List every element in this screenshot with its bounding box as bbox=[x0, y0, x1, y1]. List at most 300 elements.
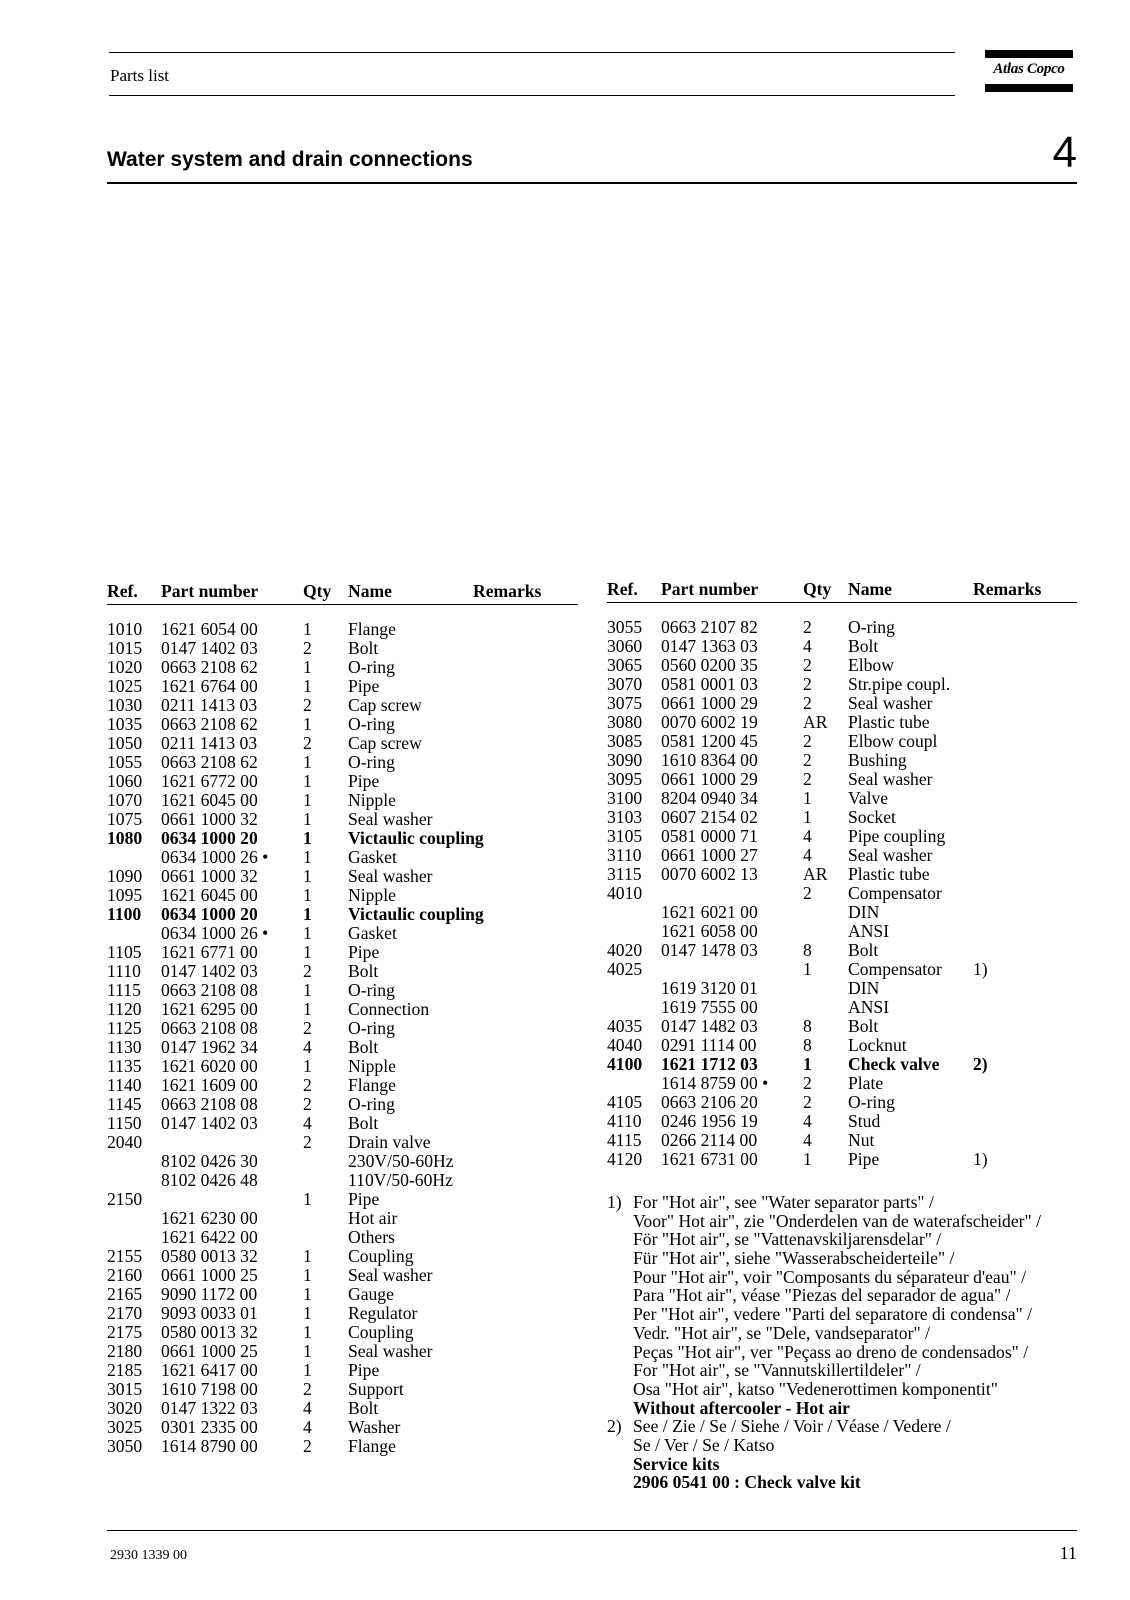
table-row bbox=[107, 1399, 578, 1418]
cell-part-number: 0580 0013 32 bbox=[161, 1246, 258, 1266]
cell-part-number: 0266 2114 00 bbox=[661, 1130, 758, 1150]
cell-ref: 4100 bbox=[607, 1054, 643, 1074]
cell-name: Regulator bbox=[348, 1303, 418, 1323]
footnotes bbox=[607, 1193, 1107, 1492]
footnote-line bbox=[607, 1361, 1107, 1380]
cell-part-number: 0661 1000 32 bbox=[161, 866, 258, 886]
table-row bbox=[107, 829, 578, 848]
cell-ref: 1140 bbox=[107, 1075, 142, 1095]
cell-name: Seal washer bbox=[848, 693, 933, 713]
cell-ref: 3055 bbox=[607, 617, 643, 637]
cell-qty: 1 bbox=[303, 885, 312, 905]
footnote-line bbox=[607, 1230, 1107, 1249]
footnote-text: Para "Hot air", véase "Piezas del separador de agua" / bbox=[633, 1285, 1011, 1306]
cell-part-number: 0147 1402 03 bbox=[161, 1113, 258, 1133]
table-row bbox=[107, 924, 578, 943]
table-row bbox=[607, 713, 1077, 732]
table-row bbox=[107, 1418, 578, 1437]
cell-ref: 1090 bbox=[107, 866, 143, 886]
cell-ref: 1025 bbox=[107, 676, 143, 696]
cell-part-number: 8204 0940 34 bbox=[661, 788, 758, 808]
cell-ref: 4010 bbox=[607, 883, 643, 903]
footnote-line bbox=[607, 1380, 1107, 1399]
table-row bbox=[107, 1342, 578, 1361]
table-row bbox=[107, 1095, 578, 1114]
footnote-marker: 2) bbox=[607, 1416, 622, 1437]
cell-ref: 4110 bbox=[607, 1111, 642, 1131]
cell-part-number: 0581 0001 03 bbox=[661, 674, 758, 694]
cell-name: Coupling bbox=[348, 1246, 414, 1266]
table-row bbox=[107, 848, 578, 867]
cell-part-number: 0147 1322 03 bbox=[161, 1398, 258, 1418]
cell-name: Gasket bbox=[348, 847, 397, 867]
table-row bbox=[107, 867, 578, 886]
top-rule bbox=[109, 52, 955, 53]
cell-qty: 1 bbox=[303, 1246, 312, 1266]
table-row bbox=[107, 677, 578, 696]
cell-name: Pipe bbox=[348, 1360, 380, 1380]
cell-name: Pipe bbox=[348, 676, 380, 696]
col-header-part-number: Part number bbox=[661, 579, 759, 599]
table-row bbox=[607, 618, 1077, 637]
cell-part-number: 0147 1402 03 bbox=[161, 961, 258, 981]
table-rows bbox=[607, 618, 1077, 1169]
table-row bbox=[107, 1152, 578, 1171]
cell-part-number: 0663 2108 62 bbox=[161, 657, 258, 677]
table-row bbox=[607, 656, 1077, 675]
cell-qty: 2 bbox=[303, 638, 312, 658]
cell-part-number: 9090 1172 00 bbox=[161, 1284, 258, 1304]
cell-part-number: 1621 6771 00 bbox=[161, 942, 258, 962]
table-row bbox=[107, 753, 578, 772]
cell-name: Pipe bbox=[848, 1149, 880, 1169]
cell-part-number: 1621 6045 00 bbox=[161, 885, 258, 905]
cell-part-number: 8102 0426 30 bbox=[161, 1151, 258, 1171]
cell-qty: 1 bbox=[303, 904, 312, 924]
cell-name: Str.pipe coupl. bbox=[848, 674, 951, 694]
cell-name: Plate bbox=[848, 1073, 884, 1093]
cell-ref: 1150 bbox=[107, 1113, 142, 1133]
cell-qty: 2 bbox=[803, 883, 812, 903]
cell-name: Pipe bbox=[348, 771, 380, 791]
table-header-rule bbox=[107, 604, 578, 605]
cell-name: Compensator bbox=[848, 883, 942, 903]
cell-name: Check valve bbox=[848, 1054, 940, 1074]
cell-qty: 1 bbox=[303, 1322, 312, 1342]
table-row bbox=[607, 1055, 1077, 1074]
cell-qty: 1 bbox=[303, 1056, 312, 1076]
table-row bbox=[107, 1323, 578, 1342]
cell-qty: 4 bbox=[803, 1130, 812, 1150]
cell-name: Pipe coupling bbox=[848, 826, 946, 846]
cell-part-number: 0634 1000 26 • bbox=[161, 923, 269, 943]
cell-part-number: 1621 1609 00 bbox=[161, 1075, 258, 1095]
cell-part-number: 0663 2108 08 bbox=[161, 1094, 258, 1114]
cell-part-number: 0580 0013 32 bbox=[161, 1322, 258, 1342]
cell-name: Valve bbox=[848, 788, 889, 808]
atlas-copco-logo bbox=[985, 48, 1073, 94]
cell-part-number: 0661 1000 27 bbox=[661, 845, 758, 865]
cell-ref: 1130 bbox=[107, 1037, 142, 1057]
table-row bbox=[107, 1380, 578, 1399]
cell-name: Flange bbox=[348, 1075, 396, 1095]
footnote-line bbox=[607, 1455, 1107, 1474]
cell-qty: 1 bbox=[803, 807, 812, 827]
cell-part-number: 0147 1482 03 bbox=[661, 1016, 758, 1036]
cell-ref: 2180 bbox=[107, 1341, 143, 1361]
section-title: Water system and drain connections bbox=[107, 148, 473, 171]
cell-name: O-ring bbox=[348, 980, 395, 1000]
cell-name: Plastic tube bbox=[848, 864, 930, 884]
cell-name: Locknut bbox=[848, 1035, 907, 1055]
cell-ref: 3020 bbox=[107, 1398, 143, 1418]
table-row bbox=[607, 1112, 1077, 1131]
header-rule bbox=[109, 95, 955, 96]
cell-ref: 3110 bbox=[607, 845, 642, 865]
cell-qty: 1 bbox=[303, 809, 312, 829]
cell-ref: 1060 bbox=[107, 771, 143, 791]
cell-qty: 2 bbox=[803, 731, 812, 751]
col-header-name: Name bbox=[848, 579, 892, 599]
cell-qty: 4 bbox=[303, 1037, 312, 1057]
cell-qty: 1 bbox=[303, 1265, 312, 1285]
cell-name: Nipple bbox=[348, 1056, 396, 1076]
cell-qty: 8 bbox=[803, 1035, 812, 1055]
cell-qty: 2 bbox=[303, 1132, 312, 1152]
footnote-text: 2906 0541 00 : Check valve kit bbox=[633, 1472, 861, 1493]
cell-qty: 1 bbox=[303, 828, 312, 848]
cell-part-number: 1621 6045 00 bbox=[161, 790, 258, 810]
cell-ref: 1145 bbox=[107, 1094, 142, 1114]
cell-part-number: 0147 1962 34 bbox=[161, 1037, 258, 1057]
cell-ref: 3075 bbox=[607, 693, 643, 713]
cell-name: Seal washer bbox=[348, 1341, 433, 1361]
table-row bbox=[607, 884, 1077, 903]
table-row bbox=[107, 658, 578, 677]
cell-ref: 1030 bbox=[107, 695, 143, 715]
cell-qty: 4 bbox=[803, 636, 812, 656]
cell-ref: 3095 bbox=[607, 769, 643, 789]
table-row bbox=[107, 1000, 578, 1019]
table-row bbox=[607, 637, 1077, 656]
cell-qty: AR bbox=[803, 712, 828, 732]
cell-ref: 2150 bbox=[107, 1189, 143, 1209]
footnote-line bbox=[607, 1305, 1107, 1324]
footnote-text: Pour "Hot air", voir "Composants du séparateur d'eau" / bbox=[633, 1266, 1026, 1287]
table-row bbox=[107, 639, 578, 658]
table-row bbox=[607, 732, 1077, 751]
cell-qty: 1 bbox=[303, 771, 312, 791]
cell-remarks: 1) bbox=[973, 1149, 988, 1169]
footnote-text: Voor" Hot air", zie "Onderdelen van de waterafscheider" / bbox=[633, 1210, 1041, 1231]
table-row bbox=[107, 1038, 578, 1057]
cell-part-number: 0634 1000 20 bbox=[161, 828, 258, 848]
footnote-marker: 1) bbox=[607, 1192, 622, 1212]
cell-qty: 1 bbox=[303, 619, 312, 639]
table-row bbox=[107, 1171, 578, 1190]
cell-qty: 2 bbox=[303, 1094, 312, 1114]
table-row bbox=[607, 865, 1077, 884]
cell-ref: 1075 bbox=[107, 809, 143, 829]
cell-name: O-ring bbox=[848, 617, 895, 637]
cell-ref: 1055 bbox=[107, 752, 143, 772]
cell-part-number: 1610 7198 00 bbox=[161, 1379, 258, 1399]
cell-name: Victaulic coupling bbox=[348, 904, 484, 924]
cell-qty: 1 bbox=[803, 959, 812, 979]
document-code: 2930 1339 00 bbox=[110, 1548, 187, 1563]
cell-ref: 3105 bbox=[607, 826, 643, 846]
cell-ref: 3100 bbox=[607, 788, 643, 808]
table-row bbox=[107, 1076, 578, 1095]
cell-part-number: 0211 1413 03 bbox=[161, 733, 258, 753]
footnote-text: For "Hot air", se "Vannutskillertildeler" / bbox=[633, 1360, 921, 1381]
footnote-text: Osa "Hot air", katso "Vedenerottimen komponentit" bbox=[633, 1378, 998, 1399]
cell-ref: 3070 bbox=[607, 674, 643, 694]
cell-ref: 4105 bbox=[607, 1092, 643, 1112]
cell-part-number: 1621 6764 00 bbox=[161, 676, 258, 696]
cell-qty: 1 bbox=[303, 1189, 312, 1209]
cell-qty: 2 bbox=[803, 693, 812, 713]
cell-ref: 1115 bbox=[107, 980, 141, 1000]
cell-part-number: 0147 1402 03 bbox=[161, 638, 258, 658]
cell-name: Bolt bbox=[348, 961, 379, 981]
cell-part-number: 0661 1000 25 bbox=[161, 1265, 258, 1285]
col-header-name: Name bbox=[348, 581, 392, 601]
cell-qty: 2 bbox=[303, 733, 312, 753]
col-header-qty: Qty bbox=[303, 581, 332, 601]
table-row bbox=[107, 1190, 578, 1209]
footnote-text: Per "Hot air", vedere "Parti del separatore di condensa" / bbox=[633, 1304, 1033, 1325]
cell-name: Flange bbox=[348, 619, 396, 639]
table-row bbox=[107, 715, 578, 734]
cell-part-number: 0147 1363 03 bbox=[661, 636, 758, 656]
cell-ref: 1010 bbox=[107, 619, 143, 639]
cell-part-number: 0661 1000 29 bbox=[661, 769, 758, 789]
cell-remarks: 1) bbox=[973, 959, 988, 979]
cell-part-number: 1621 6295 00 bbox=[161, 999, 258, 1019]
table-row bbox=[607, 1093, 1077, 1112]
cell-part-number: 1621 6054 00 bbox=[161, 619, 258, 639]
cell-ref: 4115 bbox=[607, 1130, 642, 1150]
cell-part-number: 1621 6230 00 bbox=[161, 1208, 258, 1228]
table-row bbox=[107, 1247, 578, 1266]
cell-qty: 1 bbox=[303, 866, 312, 886]
table-row bbox=[107, 810, 578, 829]
cell-ref: 1035 bbox=[107, 714, 143, 734]
cell-ref: 2175 bbox=[107, 1322, 143, 1342]
cell-name: O-ring bbox=[348, 1094, 395, 1114]
cell-part-number: 0663 2108 62 bbox=[161, 714, 258, 734]
cell-qty: 2 bbox=[803, 1092, 812, 1112]
cell-name: Hot air bbox=[348, 1208, 398, 1228]
cell-name: Cap screw bbox=[348, 695, 422, 715]
cell-qty: 2 bbox=[303, 1018, 312, 1038]
cell-qty: 4 bbox=[803, 826, 812, 846]
col-header-qty: Qty bbox=[803, 579, 832, 599]
table-row bbox=[107, 734, 578, 753]
cell-ref: 1050 bbox=[107, 733, 143, 753]
table-row bbox=[607, 751, 1077, 770]
cell-qty: 2 bbox=[303, 961, 312, 981]
cell-part-number: 9093 0033 01 bbox=[161, 1303, 258, 1323]
cell-name: O-ring bbox=[348, 752, 395, 772]
table-row bbox=[107, 943, 578, 962]
footnote-text: See / Zie / Se / Siehe / Voir / Véase / Vedere / bbox=[633, 1416, 951, 1437]
col-header-ref: Ref. bbox=[107, 581, 138, 601]
cell-ref: 1125 bbox=[107, 1018, 142, 1038]
cell-qty: 1 bbox=[303, 790, 312, 810]
cell-part-number: 0581 1200 45 bbox=[661, 731, 758, 751]
table-row bbox=[107, 1228, 578, 1247]
cell-name: Seal washer bbox=[848, 845, 933, 865]
cell-ref: 3090 bbox=[607, 750, 643, 770]
cell-ref: 1105 bbox=[107, 942, 142, 962]
cell-name: Coupling bbox=[348, 1322, 414, 1342]
cell-part-number: 0070 6002 19 bbox=[661, 712, 758, 732]
cell-qty: 1 bbox=[303, 1360, 312, 1380]
cell-qty: 2 bbox=[803, 750, 812, 770]
table-row bbox=[107, 1209, 578, 1228]
cell-part-number: 0070 6002 13 bbox=[661, 864, 758, 884]
cell-name: Seal washer bbox=[348, 809, 433, 829]
cell-qty: 8 bbox=[803, 940, 812, 960]
cell-qty: 1 bbox=[803, 788, 812, 808]
cell-ref: 1110 bbox=[107, 961, 141, 981]
col-header-ref: Ref. bbox=[607, 579, 638, 599]
table-rows bbox=[107, 620, 578, 1456]
cell-ref: 2165 bbox=[107, 1284, 143, 1304]
table-row bbox=[607, 675, 1077, 694]
cell-ref: 1070 bbox=[107, 790, 143, 810]
table-row bbox=[607, 1017, 1077, 1036]
cell-name: O-ring bbox=[348, 1018, 395, 1038]
footnote-line bbox=[607, 1286, 1107, 1305]
table-row bbox=[107, 1114, 578, 1133]
cell-part-number: 0661 1000 25 bbox=[161, 1341, 258, 1361]
table-row bbox=[107, 1057, 578, 1076]
cell-name: Seal washer bbox=[348, 866, 433, 886]
cell-name: DIN bbox=[848, 978, 880, 998]
table-row bbox=[607, 998, 1077, 1017]
table-row bbox=[107, 981, 578, 1000]
cell-part-number: 1621 6731 00 bbox=[661, 1149, 758, 1169]
cell-qty: 1 bbox=[303, 923, 312, 943]
table-row bbox=[607, 694, 1077, 713]
cell-part-number: 0246 1956 19 bbox=[661, 1111, 758, 1131]
cell-qty: 4 bbox=[803, 845, 812, 865]
cell-part-number: 1621 6058 00 bbox=[661, 921, 758, 941]
cell-part-number: 1621 6417 00 bbox=[161, 1360, 258, 1380]
table-row bbox=[107, 905, 578, 924]
cell-name: Nipple bbox=[348, 885, 396, 905]
footnote-line bbox=[607, 1324, 1107, 1343]
cell-remarks: 2) bbox=[973, 1054, 988, 1074]
cell-name: Gauge bbox=[348, 1284, 394, 1304]
table-row bbox=[607, 1150, 1077, 1169]
table-row bbox=[107, 791, 578, 810]
cell-ref: 2155 bbox=[107, 1246, 143, 1266]
cell-qty: 4 bbox=[303, 1113, 312, 1133]
cell-name: Victaulic coupling bbox=[348, 828, 484, 848]
cell-qty: 1 bbox=[803, 1149, 812, 1169]
cell-ref: 1015 bbox=[107, 638, 143, 658]
cell-ref: 1020 bbox=[107, 657, 143, 677]
cell-part-number: 1614 8759 00 • bbox=[661, 1073, 769, 1093]
cell-name: Gasket bbox=[348, 923, 397, 943]
cell-qty: 1 bbox=[303, 980, 312, 1000]
cell-part-number: 1610 8364 00 bbox=[661, 750, 758, 770]
cell-ref: 1080 bbox=[107, 828, 143, 848]
cell-ref: 2170 bbox=[107, 1303, 143, 1323]
cell-name: Socket bbox=[848, 807, 896, 827]
table-row bbox=[607, 827, 1077, 846]
cell-name: Bolt bbox=[348, 1037, 379, 1057]
cell-part-number: 0663 2108 08 bbox=[161, 1018, 258, 1038]
table-row bbox=[607, 941, 1077, 960]
cell-name: ANSI bbox=[848, 997, 890, 1017]
cell-part-number: 0634 1000 20 bbox=[161, 904, 258, 924]
cell-qty: 1 bbox=[303, 1284, 312, 1304]
cell-ref: 3050 bbox=[107, 1436, 143, 1456]
table-row bbox=[107, 1133, 578, 1152]
cell-ref: 2160 bbox=[107, 1265, 143, 1285]
cell-name: Pipe bbox=[348, 942, 380, 962]
cell-name: Pipe bbox=[348, 1189, 380, 1209]
cell-ref: 3085 bbox=[607, 731, 643, 751]
cell-ref: 4120 bbox=[607, 1149, 643, 1169]
cell-part-number: 1614 8790 00 bbox=[161, 1436, 258, 1456]
footnote-text: Service kits bbox=[633, 1453, 720, 1474]
table-row bbox=[607, 808, 1077, 827]
cell-name: 110V/50-60Hz bbox=[348, 1170, 453, 1190]
table-row bbox=[107, 886, 578, 905]
cell-ref: 1135 bbox=[107, 1056, 142, 1076]
cell-name: Stud bbox=[848, 1111, 881, 1131]
cell-ref: 1095 bbox=[107, 885, 143, 905]
col-header-remarks: Remarks bbox=[473, 581, 542, 601]
cell-name: Others bbox=[348, 1227, 395, 1247]
footnote-text: Für "Hot air", siehe "Wasserabscheiderteile" / bbox=[633, 1248, 955, 1269]
footnote-line bbox=[607, 1212, 1107, 1231]
footnote-line bbox=[607, 1268, 1107, 1287]
cell-qty: 8 bbox=[803, 1016, 812, 1036]
cell-qty: 4 bbox=[303, 1417, 312, 1437]
cell-name: Seal washer bbox=[348, 1265, 433, 1285]
cell-name: Compensator bbox=[848, 959, 942, 979]
footer-rule bbox=[107, 1530, 1077, 1531]
cell-qty: 1 bbox=[303, 714, 312, 734]
footnote-line bbox=[607, 1399, 1107, 1418]
table-row bbox=[107, 1361, 578, 1380]
table-row bbox=[107, 962, 578, 981]
cell-ref: 3065 bbox=[607, 655, 643, 675]
cell-part-number: 0291 1114 00 bbox=[661, 1035, 757, 1055]
cell-name: Elbow coupl bbox=[848, 731, 938, 751]
cell-ref: 3103 bbox=[607, 807, 643, 827]
cell-ref: 3060 bbox=[607, 636, 643, 656]
cell-qty: 1 bbox=[303, 676, 312, 696]
cell-ref: 3015 bbox=[107, 1379, 143, 1399]
cell-part-number: 0663 2108 08 bbox=[161, 980, 258, 1000]
footnote-line bbox=[607, 1249, 1107, 1268]
cell-part-number: 0581 0000 71 bbox=[661, 826, 758, 846]
table-row bbox=[607, 1074, 1077, 1093]
cell-ref: 2185 bbox=[107, 1360, 143, 1380]
cell-ref: 3080 bbox=[607, 712, 643, 732]
table-row bbox=[607, 979, 1077, 998]
cell-part-number: 1619 3120 01 bbox=[661, 978, 758, 998]
footnote-line bbox=[607, 1473, 1107, 1492]
